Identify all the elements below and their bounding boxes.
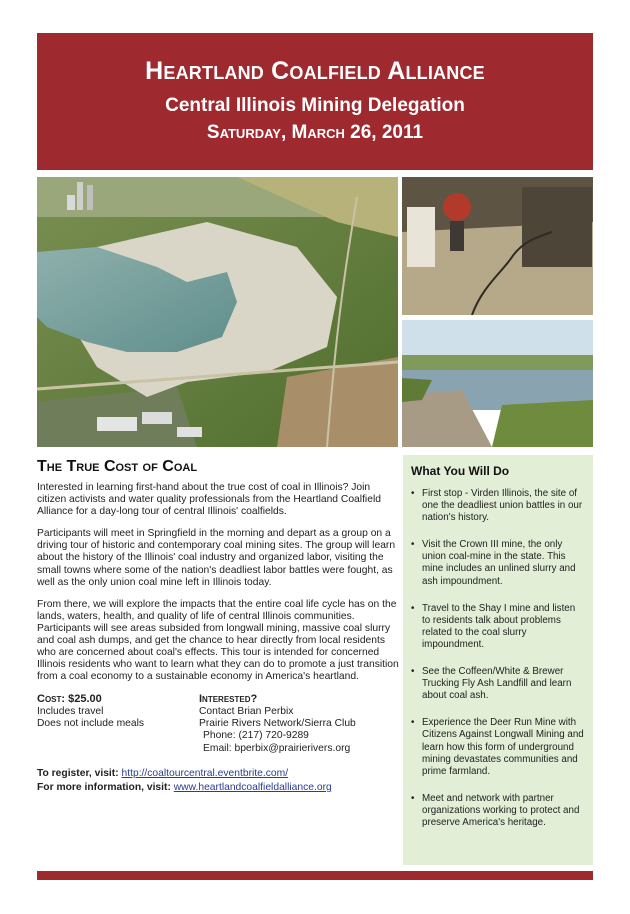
activity-item: • Experience the Deer Run Mine with Citizens Against Longwall Mining and learn how this form of underground mining devastates communities and prime farmland. (411, 717, 585, 777)
what-you-will-do-panel (403, 455, 593, 865)
cracked-floor-photo (402, 177, 593, 315)
contact-email: Email: bperbix@prairierivers.org (203, 742, 351, 754)
itinerary-paragraph: Participants will meet in Springfield in the morning and depart as a group on a driving tour of historic and contemporary coal mining sites. The group will learn about the history of the Illinois' coal industry and organized labor, visiting the small towns where some of the nation's deadliest labor battles were fought, as well as the only union coal mine left in Illinois today. (37, 528, 396, 588)
activity-item: • First stop - Virden Illinois, the site of one the deadliest union battles in our nation's history. (411, 488, 585, 524)
register-link[interactable]: http://coaltourcentral.eventbrite.com/ (121, 767, 289, 779)
aerial-slurry-pond-photo (37, 177, 398, 447)
org-name: Heartland Coalfield Alliance (145, 57, 485, 85)
header-banner (37, 33, 593, 170)
footer-bar (37, 871, 593, 880)
activity-item: • Travel to the Shay I mine and listen to residents talk about problems related to the coal slurry impoundment. (411, 603, 585, 651)
contact-phone: Phone: (217) 720-9289 (203, 730, 309, 742)
intro-paragraph: Interested in learning first-hand about the true cost of coal in Illinois? Join citizen activists and water quality professionals from the Heartland Coalfield Alliance for a day-long tour of central Illinois' coalfields. (37, 482, 381, 518)
cost-includes: Includes travel (37, 705, 104, 717)
register-line (37, 767, 399, 781)
activity-list (403, 488, 593, 829)
info-line (37, 781, 399, 795)
links-block (37, 767, 399, 795)
event-subtitle: Central Illinois Mining Delegation (165, 95, 465, 116)
contact-name: Contact Brian Perbix (199, 705, 294, 717)
register-label: To register, visit: (37, 767, 119, 779)
sidebar-title: What You Will Do (411, 464, 510, 478)
event-date: Saturday, March 26, 2011 (206, 122, 424, 143)
activity-item: • Meet and network with partner organizations working to protect and preserve America's heritage. (411, 793, 585, 829)
contact-org: Prairie Rivers Network/Sierra Club (199, 718, 356, 729)
impacts-paragraph: From there, we will explore the impacts that the entire coal life cycle has on the lands, waters, health, and quality of life of central Illinois communities. Participants will see areas subsided from longwall mining, massive coal slurry and coal ash dumps, and get the chance to hear directly from local residents who are concerned about coal's effects. This tour is intended for concerned Illinois residents who want to learn what they can do to promote a just transition from a coal economy to a sustainable economy in America's heartland. (37, 598, 399, 683)
cost-label: Cost: $25.00 (37, 693, 102, 706)
activity-item: • Visit the Crown III mine, the only union coal-mine in the state. This mine includes an unlined slurry and ash impoundment. (411, 539, 585, 587)
flooded-field-photo (402, 320, 593, 447)
contact-block (199, 693, 399, 754)
activity-item: • See the Coffeen/White & Brewer Trucking Fly Ash Landfill and learn about coal ash. (411, 666, 585, 702)
section-title: The True Cost of Coal (37, 458, 198, 475)
cost-block (37, 693, 199, 754)
cost-excludes: Does not include meals (37, 718, 145, 729)
info-link[interactable]: www.heartlandcoalfieldalliance.org (173, 781, 332, 793)
info-label: For more information, visit: (37, 781, 171, 793)
details-columns (37, 693, 399, 754)
contact-label: Interested? (199, 693, 258, 706)
main-content (37, 458, 399, 795)
